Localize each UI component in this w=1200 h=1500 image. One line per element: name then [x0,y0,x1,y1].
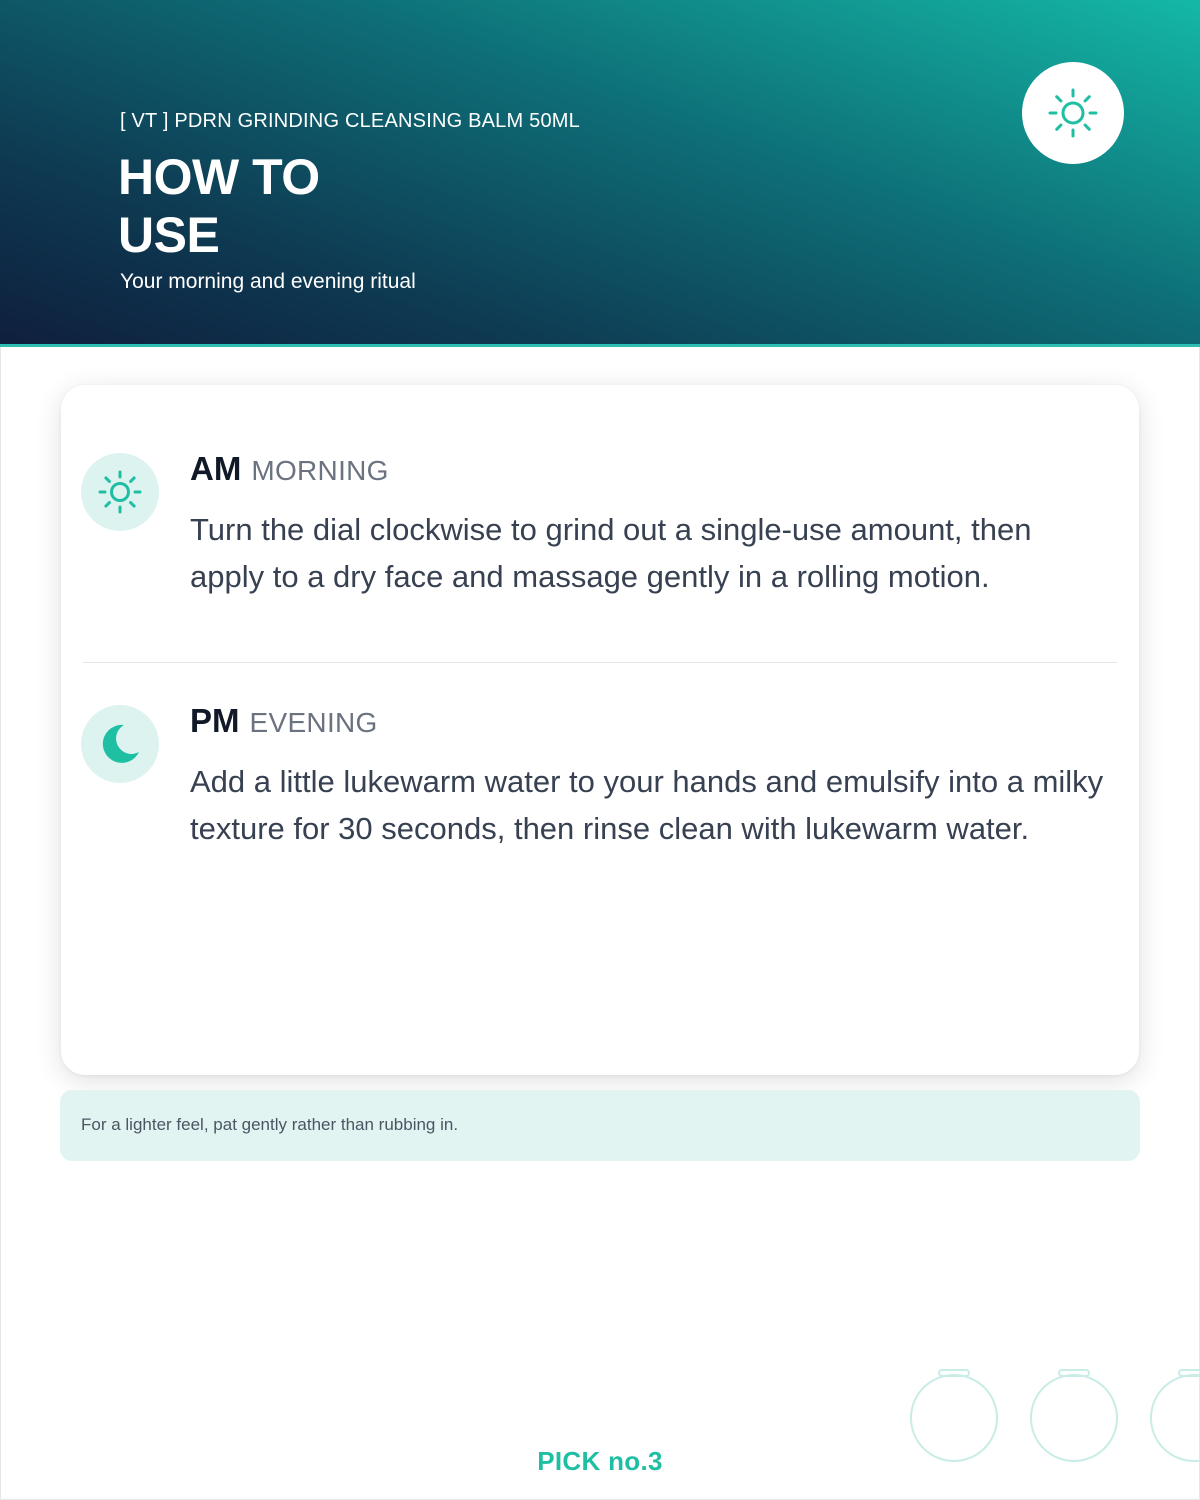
pm-heading [190,702,378,746]
am-heading [190,450,389,494]
page-title [118,148,320,264]
pm-icon-circle [81,705,159,783]
tip-box [60,1090,1140,1161]
routine-card [61,385,1139,1075]
routine-divider [83,662,1117,663]
sun-icon [95,467,145,517]
page-title-line-1: HOW TO [118,149,320,205]
pick-label: PICK no.3 [537,1446,663,1476]
product-name: [ VT ] PDRN GRINDING CLEANSING BALM 50ML [120,110,580,132]
am-icon-circle [81,453,159,531]
tip-text: For a lighter feel, pat gently rather than rubbing in. [81,1115,459,1134]
pm-instructions: Add a little lukewarm water to your hands and emulsify into a milky texture for 30 seconds, then rinse clean with lukewarm water. [190,764,1104,846]
am-code: AM [190,450,242,487]
pm-code: PM [190,702,240,739]
pm-label: EVENING [249,707,378,738]
moon-icon [95,719,145,769]
header-sun-badge [1022,62,1124,164]
sun-icon [1044,84,1102,142]
page-title-line-2: USE [118,207,220,263]
am-instructions: Turn the dial clockwise to grind out a single-use amount, then apply to a dry face and massage gently in a rolling motion. [190,512,1032,594]
hero-header [0,0,1200,347]
am-label: MORNING [251,455,389,486]
hero-subtitle: Your morning and evening ritual [120,270,416,293]
